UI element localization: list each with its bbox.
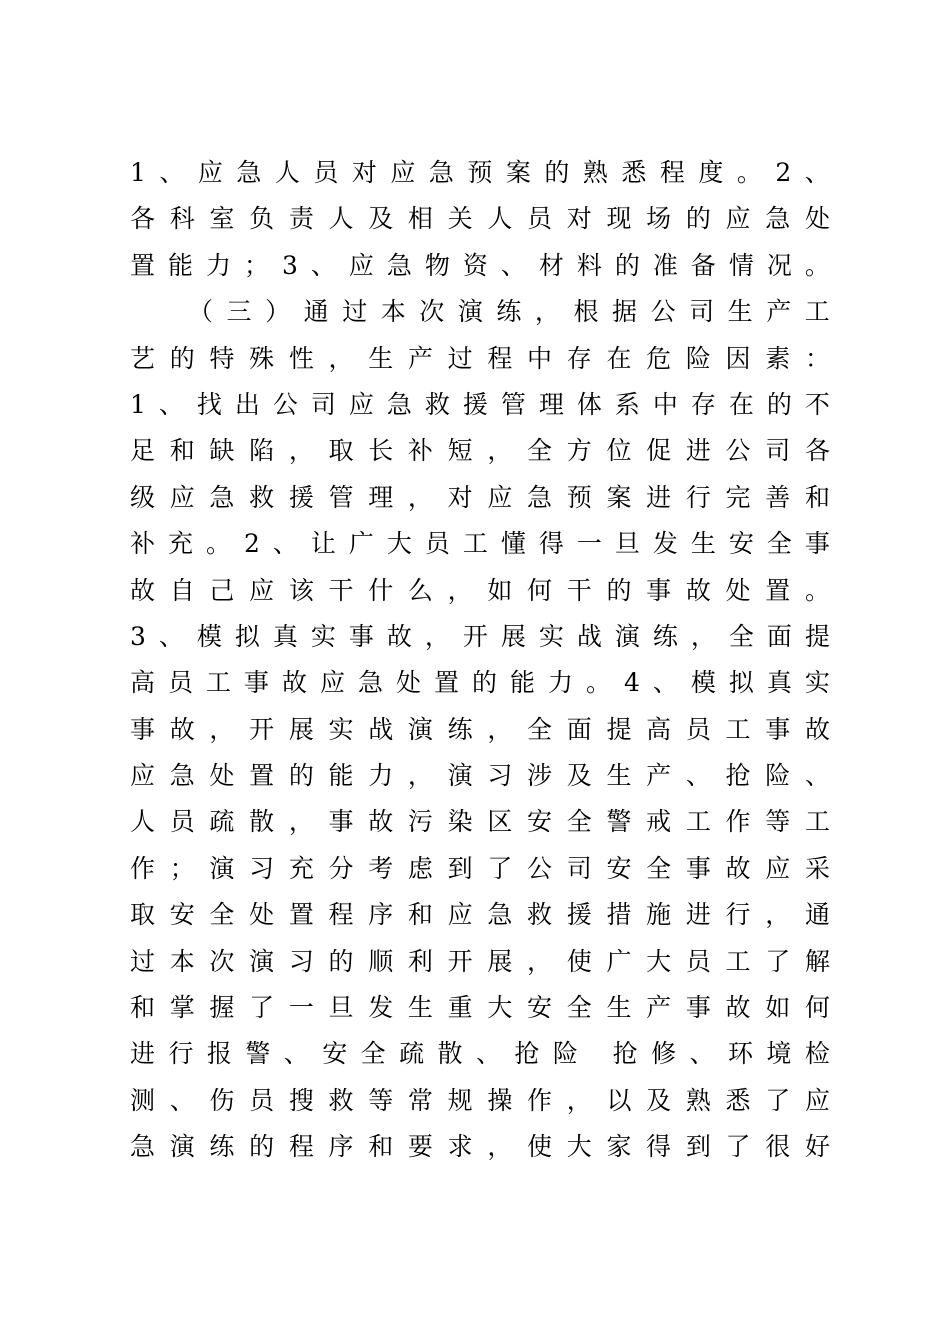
text-line: 过 本 次 演 习 的 顺 利 开 展 ， 使 广 大 员 工 了 解 (130, 946, 830, 976)
text-line: 置 能 力 ； 3 、 应 急 物 资 、 材 料 的 准 备 情 况 。 (130, 250, 830, 280)
text-line: 和 掌 握 了 一 旦 发 生 重 大 安 全 生 产 事 故 如 何 (130, 993, 830, 1023)
text-line: 艺 的 特 殊 性 ， 生 产 过 程 中 存 在 危 险 因 素 ： (130, 343, 830, 373)
text-line: 急 演 练 的 程 序 和 要 求 ， 使 大 家 得 到 了 很 好 (130, 1132, 830, 1162)
text-line: 人 员 疏 散 ， 事 故 污 染 区 安 全 警 戒 工 作 等 工 (130, 807, 830, 837)
text-line: 应 急 处 置 的 能 力 ， 演 习 涉 及 生 产 、 抢 险 、 (130, 761, 830, 791)
text-line: 各 科 室 负 责 人 及 相 关 人 员 对 现 场 的 应 急 处 (130, 204, 830, 234)
text-line-indented: （ 三 ） 通 过 本 次 演 练 ， 根 据 公 司 生 产 工 (188, 297, 830, 327)
text-line: 高 员 工 事 故 应 急 处 置 的 能 力 。 4 、 模 拟 真 实 (130, 668, 830, 698)
text-line: 进 行 报 警 、 安 全 疏 散 、 抢 险 抢 修 、 环 境 检 (130, 1039, 830, 1069)
body-text (130, 150, 830, 1171)
text-line: 1 、 应 急 人 员 对 应 急 预 案 的 熟 悉 程 度 。 2 、 (130, 158, 830, 187)
text-line: 取 安 全 处 置 程 序 和 应 急 救 援 措 施 进 行 ， 通 (130, 900, 830, 930)
text-line: 1 、 找 出 公 司 应 急 救 援 管 理 体 系 中 存 在 的 不 (130, 389, 830, 419)
text-line: 足 和 缺 陷 ， 取 长 补 短 ， 全 方 位 促 进 公 司 各 (130, 436, 830, 466)
text-line: 作 ； 演 习 充 分 考 虑 到 了 公 司 安 全 事 故 应 采 (130, 853, 830, 883)
text-line: 级 应 急 救 援 管 理 ， 对 应 急 预 案 进 行 完 善 和 (130, 482, 830, 512)
text-line: 3 、 模 拟 真 实 事 故 ， 开 展 实 战 演 练 ， 全 面 提 (130, 621, 830, 651)
text-line: 测 、 伤 员 搜 救 等 常 规 操 作 ， 以 及 熟 悉 了 应 (130, 1085, 830, 1115)
text-line: 故 自 己 应 该 干 什 么 ， 如 何 干 的 事 故 处 置 。 (130, 575, 830, 605)
text-line: 补 充 。 2 、 让 广 大 员 工 懂 得 一 旦 发 生 安 全 事 (130, 529, 830, 559)
text-line: 事 故 ， 开 展 实 战 演 练 ， 全 面 提 高 员 工 事 故 (130, 714, 830, 744)
